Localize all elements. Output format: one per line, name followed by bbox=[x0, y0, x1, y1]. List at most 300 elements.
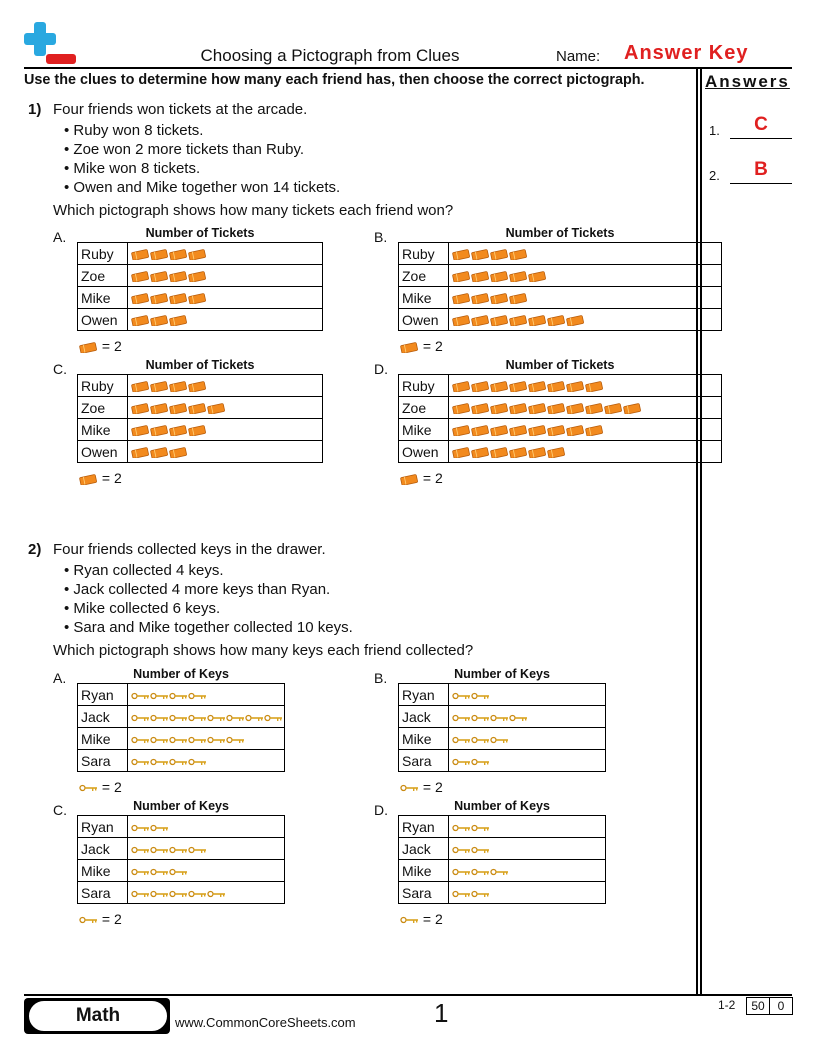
site-url: www.CommonCoreSheets.com bbox=[175, 1015, 356, 1030]
ticket-icon bbox=[188, 378, 207, 394]
key-icon bbox=[452, 841, 471, 857]
friend-name: Mike bbox=[399, 860, 449, 882]
pictograph-key bbox=[400, 470, 443, 486]
ticket-icon bbox=[490, 422, 509, 438]
friend-name: Ryan bbox=[78, 816, 128, 838]
ticket-icon bbox=[452, 290, 471, 306]
ticket-icon bbox=[509, 246, 528, 262]
key-icon bbox=[400, 779, 419, 795]
key-icon bbox=[150, 753, 169, 769]
icon-cell bbox=[449, 882, 606, 904]
key-icon bbox=[169, 731, 188, 747]
key-icon bbox=[471, 709, 490, 725]
icon-cell bbox=[449, 287, 722, 309]
pictograph-table bbox=[398, 683, 606, 772]
ticket-icon bbox=[566, 378, 585, 394]
answer-line-1 bbox=[730, 138, 792, 139]
key-icon bbox=[131, 819, 150, 835]
ticket-icon bbox=[169, 290, 188, 306]
key-label: = 2 bbox=[422, 470, 443, 486]
ticket-icon bbox=[528, 422, 547, 438]
friend-name: Mike bbox=[78, 287, 128, 309]
ticket-icon bbox=[169, 378, 188, 394]
icon-cell bbox=[449, 309, 722, 331]
key-icon bbox=[188, 709, 207, 725]
icon-cell bbox=[449, 838, 606, 860]
header-divider bbox=[24, 67, 792, 69]
ticket-icon bbox=[547, 422, 566, 438]
icon-cell bbox=[128, 882, 285, 904]
pictograph-title: Number of Keys bbox=[454, 667, 550, 681]
ticket-icon bbox=[131, 444, 150, 460]
key-icon bbox=[452, 885, 471, 901]
ticket-icon bbox=[471, 290, 490, 306]
key-icon bbox=[452, 709, 471, 725]
table-row bbox=[78, 882, 285, 904]
ticket-icon bbox=[452, 378, 471, 394]
key-icon bbox=[452, 687, 471, 703]
ticket-icon bbox=[79, 470, 98, 486]
pictograph-key bbox=[400, 779, 443, 795]
table-row bbox=[399, 419, 722, 441]
ticket-icon bbox=[400, 470, 419, 486]
icon-cell bbox=[449, 397, 722, 419]
ticket-icon bbox=[150, 290, 169, 306]
ticket-icon bbox=[547, 312, 566, 328]
option-letter[interactable]: B. bbox=[374, 229, 388, 245]
pictograph-title: Number of Tickets bbox=[145, 358, 255, 372]
key-icon bbox=[226, 731, 245, 747]
pictograph-title: Number of Keys bbox=[133, 667, 229, 681]
icon-cell bbox=[128, 287, 323, 309]
ticket-icon bbox=[169, 312, 188, 328]
friend-name: Mike bbox=[399, 287, 449, 309]
icon-cell bbox=[449, 816, 606, 838]
ticket-icon bbox=[188, 290, 207, 306]
ticket-icon bbox=[188, 422, 207, 438]
ticket-icon bbox=[490, 290, 509, 306]
pictograph-table bbox=[398, 815, 606, 904]
friend-name: Zoe bbox=[399, 397, 449, 419]
friend-name: Ruby bbox=[399, 243, 449, 265]
answer-line-2 bbox=[730, 183, 792, 184]
answer-column-divider bbox=[696, 67, 698, 994]
ticket-icon bbox=[509, 268, 528, 284]
question-prompt: Which pictograph shows how many tickets each friend won? bbox=[53, 202, 454, 219]
key-icon bbox=[490, 709, 509, 725]
ticket-icon bbox=[188, 268, 207, 284]
icon-cell bbox=[128, 375, 323, 397]
pictograph-key bbox=[79, 779, 122, 795]
table-row bbox=[399, 265, 722, 287]
key-icon bbox=[169, 885, 188, 901]
pictograph-table bbox=[398, 374, 722, 463]
clue-item: • Mike collected 6 keys. bbox=[64, 600, 221, 617]
friend-name: Sara bbox=[78, 882, 128, 904]
key-icon bbox=[131, 841, 150, 857]
table-row bbox=[78, 728, 285, 750]
key-icon bbox=[207, 885, 226, 901]
key-icon bbox=[471, 885, 490, 901]
ticket-icon bbox=[79, 338, 98, 354]
key-icon bbox=[471, 863, 490, 879]
ticket-icon bbox=[452, 400, 471, 416]
friend-name: Ruby bbox=[78, 243, 128, 265]
table-row bbox=[78, 750, 285, 772]
clue-item: • Mike won 8 tickets. bbox=[64, 160, 201, 177]
ticket-icon bbox=[471, 268, 490, 284]
friend-name: Mike bbox=[78, 419, 128, 441]
friend-name: Zoe bbox=[399, 265, 449, 287]
friend-name: Mike bbox=[78, 728, 128, 750]
key-icon bbox=[169, 863, 188, 879]
ticket-icon bbox=[528, 400, 547, 416]
footer-divider bbox=[24, 994, 792, 996]
icon-cell bbox=[128, 441, 323, 463]
ticket-icon bbox=[528, 378, 547, 394]
key-icon bbox=[150, 709, 169, 725]
ticket-icon bbox=[528, 444, 547, 460]
key-icon bbox=[150, 687, 169, 703]
ticket-icon bbox=[452, 268, 471, 284]
icon-cell bbox=[128, 838, 285, 860]
icon-cell bbox=[449, 441, 722, 463]
ticket-icon bbox=[169, 246, 188, 262]
friend-name: Owen bbox=[78, 309, 128, 331]
option-letter[interactable]: B. bbox=[374, 670, 388, 686]
ticket-icon bbox=[150, 246, 169, 262]
pictograph-key bbox=[400, 911, 443, 927]
ticket-icon bbox=[471, 400, 490, 416]
icon-cell bbox=[449, 265, 722, 287]
pictograph-key bbox=[79, 911, 122, 927]
key-icon bbox=[150, 863, 169, 879]
icon-cell bbox=[449, 684, 606, 706]
icon-cell bbox=[128, 419, 323, 441]
ticket-icon bbox=[585, 378, 604, 394]
option-letter[interactable]: C. bbox=[53, 802, 67, 818]
ticket-icon bbox=[547, 400, 566, 416]
ticket-icon bbox=[547, 444, 566, 460]
ticket-icon bbox=[400, 338, 419, 354]
table-row bbox=[78, 375, 323, 397]
ticket-icon bbox=[471, 422, 490, 438]
option-letter[interactable]: D. bbox=[374, 802, 388, 818]
key-icon bbox=[490, 863, 509, 879]
table-row bbox=[399, 750, 606, 772]
key-label: = 2 bbox=[101, 470, 122, 486]
ticket-icon bbox=[509, 290, 528, 306]
key-icon bbox=[188, 753, 207, 769]
friend-name: Owen bbox=[399, 309, 449, 331]
key-label: = 2 bbox=[101, 779, 122, 795]
friend-name: Ruby bbox=[399, 375, 449, 397]
ticket-icon bbox=[604, 400, 623, 416]
page-number: 1 bbox=[434, 998, 449, 1028]
ticket-icon bbox=[131, 246, 150, 262]
ticket-icon bbox=[169, 422, 188, 438]
ticket-icon bbox=[528, 268, 547, 284]
ticket-icon bbox=[623, 400, 642, 416]
question-prompt: Which pictograph shows how many keys each friend collected? bbox=[53, 642, 474, 659]
page-title: Choosing a Pictograph from Clues bbox=[200, 46, 460, 65]
key-label: = 2 bbox=[422, 338, 443, 354]
option-letter[interactable]: A. bbox=[53, 670, 67, 686]
ticket-icon bbox=[585, 422, 604, 438]
key-icon bbox=[79, 911, 98, 927]
ticket-icon bbox=[547, 378, 566, 394]
key-icon bbox=[131, 753, 150, 769]
key-label: = 2 bbox=[422, 911, 443, 927]
answer-value-2[interactable]: B bbox=[754, 159, 768, 180]
table-row bbox=[78, 816, 285, 838]
ticket-icon bbox=[131, 268, 150, 284]
icon-cell bbox=[128, 397, 323, 419]
pictograph-title: Number of Tickets bbox=[505, 358, 615, 372]
table-row bbox=[78, 706, 285, 728]
table-row bbox=[399, 397, 722, 419]
table-row bbox=[78, 287, 323, 309]
friend-name: Sara bbox=[399, 750, 449, 772]
key-icon bbox=[150, 885, 169, 901]
clue-item: • Sara and Mike together collected 10 keys. bbox=[64, 619, 353, 636]
key-icon bbox=[131, 709, 150, 725]
friend-name: Ruby bbox=[78, 375, 128, 397]
ticket-icon bbox=[490, 444, 509, 460]
answer-value-1[interactable]: C bbox=[754, 114, 768, 135]
ticket-icon bbox=[490, 378, 509, 394]
option-letter[interactable]: A. bbox=[53, 229, 67, 245]
table-row bbox=[399, 860, 606, 882]
ticket-icon bbox=[131, 400, 150, 416]
table-row bbox=[78, 419, 323, 441]
friend-name: Mike bbox=[78, 860, 128, 882]
friend-name: Mike bbox=[399, 419, 449, 441]
ticket-icon bbox=[528, 312, 547, 328]
problem-range: 1-2 bbox=[718, 998, 736, 1012]
icon-cell bbox=[128, 243, 323, 265]
pictograph-title: Number of Keys bbox=[133, 799, 229, 813]
ticket-icon bbox=[471, 444, 490, 460]
key-icon bbox=[452, 819, 471, 835]
table-row bbox=[399, 706, 606, 728]
instructions: Use the clues to determine how many each friend has, then choose the correct pictograph. bbox=[24, 72, 645, 88]
ticket-icon bbox=[207, 400, 226, 416]
key-icon bbox=[509, 709, 528, 725]
table-row bbox=[78, 684, 285, 706]
ticket-icon bbox=[471, 378, 490, 394]
icon-cell bbox=[449, 750, 606, 772]
ticket-icon bbox=[566, 422, 585, 438]
question-intro: Four friends collected keys in the drawer. bbox=[53, 541, 326, 558]
key-icon bbox=[169, 687, 188, 703]
key-icon bbox=[226, 709, 245, 725]
ticket-icon bbox=[131, 290, 150, 306]
icon-cell bbox=[128, 750, 285, 772]
table-row bbox=[78, 309, 323, 331]
friend-name: Jack bbox=[78, 838, 128, 860]
pictograph-table bbox=[398, 242, 722, 331]
icon-cell bbox=[449, 706, 606, 728]
answer-column-divider-inner bbox=[700, 67, 702, 994]
ticket-icon bbox=[509, 378, 528, 394]
key-icon bbox=[490, 731, 509, 747]
icon-cell bbox=[449, 860, 606, 882]
friend-name: Sara bbox=[399, 882, 449, 904]
pictograph-title: Number of Keys bbox=[454, 799, 550, 813]
ticket-icon bbox=[452, 246, 471, 262]
key-icon bbox=[150, 731, 169, 747]
table-row bbox=[399, 882, 606, 904]
score-min: 0 bbox=[769, 997, 793, 1015]
ticket-icon bbox=[490, 268, 509, 284]
friend-name: Jack bbox=[399, 838, 449, 860]
key-icon bbox=[400, 911, 419, 927]
ticket-icon bbox=[490, 312, 509, 328]
key-icon bbox=[169, 753, 188, 769]
key-icon bbox=[188, 841, 207, 857]
ticket-icon bbox=[150, 444, 169, 460]
key-icon bbox=[452, 731, 471, 747]
table-row bbox=[78, 265, 323, 287]
icon-cell bbox=[128, 728, 285, 750]
key-icon bbox=[169, 841, 188, 857]
key-icon bbox=[131, 731, 150, 747]
question-number: 2) bbox=[28, 541, 42, 558]
pictograph-key bbox=[400, 338, 443, 354]
friend-name: Jack bbox=[399, 706, 449, 728]
key-label: = 2 bbox=[101, 338, 122, 354]
key-icon bbox=[471, 819, 490, 835]
question-intro: Four friends won tickets at the arcade. bbox=[53, 101, 308, 118]
key-icon bbox=[471, 753, 490, 769]
friend-name: Mike bbox=[399, 728, 449, 750]
table-row bbox=[78, 243, 323, 265]
ticket-icon bbox=[150, 400, 169, 416]
subject-label: Math bbox=[26, 998, 170, 1034]
ticket-icon bbox=[169, 444, 188, 460]
table-row bbox=[399, 309, 722, 331]
table-row bbox=[78, 441, 323, 463]
clue-item: • Zoe won 2 more tickets than Ruby. bbox=[64, 141, 305, 158]
clue-item: • Ryan collected 4 keys. bbox=[64, 562, 224, 579]
key-icon bbox=[245, 709, 264, 725]
ticket-icon bbox=[150, 422, 169, 438]
key-icon bbox=[452, 753, 471, 769]
table-row bbox=[78, 397, 323, 419]
table-row bbox=[399, 816, 606, 838]
key-icon bbox=[131, 863, 150, 879]
ticket-icon bbox=[188, 246, 207, 262]
icon-cell bbox=[449, 419, 722, 441]
friend-name: Ryan bbox=[399, 684, 449, 706]
table-row bbox=[399, 728, 606, 750]
ticket-icon bbox=[566, 312, 585, 328]
ticket-icon bbox=[452, 422, 471, 438]
pictograph-title: Number of Tickets bbox=[505, 226, 615, 240]
key-icon bbox=[207, 709, 226, 725]
ticket-icon bbox=[131, 378, 150, 394]
key-label: = 2 bbox=[101, 911, 122, 927]
key-icon bbox=[188, 885, 207, 901]
friend-name: Owen bbox=[399, 441, 449, 463]
ticket-icon bbox=[490, 400, 509, 416]
ticket-icon bbox=[131, 422, 150, 438]
score-max: 50 bbox=[746, 997, 770, 1015]
ticket-icon bbox=[150, 268, 169, 284]
pictograph-key bbox=[79, 338, 122, 354]
key-icon bbox=[471, 841, 490, 857]
icon-cell bbox=[128, 860, 285, 882]
friend-name: Sara bbox=[78, 750, 128, 772]
key-icon bbox=[207, 731, 226, 747]
ticket-icon bbox=[585, 400, 604, 416]
friend-name: Jack bbox=[78, 706, 128, 728]
pictograph-table bbox=[77, 374, 323, 463]
icon-cell bbox=[128, 684, 285, 706]
ticket-icon bbox=[471, 312, 490, 328]
key-icon bbox=[169, 709, 188, 725]
friend-name: Ryan bbox=[399, 816, 449, 838]
key-icon bbox=[471, 731, 490, 747]
pictograph-key bbox=[79, 470, 122, 486]
ticket-icon bbox=[509, 400, 528, 416]
option-letter[interactable]: D. bbox=[374, 361, 388, 377]
key-icon bbox=[188, 687, 207, 703]
key-icon bbox=[79, 779, 98, 795]
ticket-icon bbox=[509, 444, 528, 460]
ticket-icon bbox=[509, 312, 528, 328]
table-row bbox=[399, 287, 722, 309]
ticket-icon bbox=[150, 378, 169, 394]
answer-label-2: 2. bbox=[709, 168, 720, 183]
key-icon bbox=[188, 731, 207, 747]
ticket-icon bbox=[452, 444, 471, 460]
key-label: = 2 bbox=[422, 779, 443, 795]
icon-cell bbox=[128, 816, 285, 838]
icon-cell bbox=[449, 243, 722, 265]
key-icon bbox=[150, 841, 169, 857]
option-letter[interactable]: C. bbox=[53, 361, 67, 377]
icon-cell bbox=[449, 728, 606, 750]
ticket-icon bbox=[509, 422, 528, 438]
ticket-icon bbox=[452, 312, 471, 328]
table-row bbox=[78, 838, 285, 860]
key-icon bbox=[131, 687, 150, 703]
table-row bbox=[78, 860, 285, 882]
icon-cell bbox=[449, 375, 722, 397]
table-row bbox=[399, 838, 606, 860]
clue-item: • Owen and Mike together won 14 tickets. bbox=[64, 179, 341, 196]
pictograph-table bbox=[77, 815, 285, 904]
question-number: 1) bbox=[28, 101, 42, 118]
icon-cell bbox=[128, 265, 323, 287]
icon-cell bbox=[128, 706, 285, 728]
table-row bbox=[399, 441, 722, 463]
clue-item: • Ruby won 8 tickets. bbox=[64, 122, 204, 139]
ticket-icon bbox=[490, 246, 509, 262]
friend-name: Owen bbox=[78, 441, 128, 463]
pictograph-table bbox=[77, 683, 285, 772]
key-icon bbox=[471, 687, 490, 703]
ticket-icon bbox=[131, 312, 150, 328]
name-value: Answer Key bbox=[624, 42, 749, 64]
pictograph-title: Number of Tickets bbox=[145, 226, 255, 240]
ticket-icon bbox=[169, 400, 188, 416]
ticket-icon bbox=[169, 268, 188, 284]
icon-cell bbox=[128, 309, 323, 331]
ticket-icon bbox=[150, 312, 169, 328]
